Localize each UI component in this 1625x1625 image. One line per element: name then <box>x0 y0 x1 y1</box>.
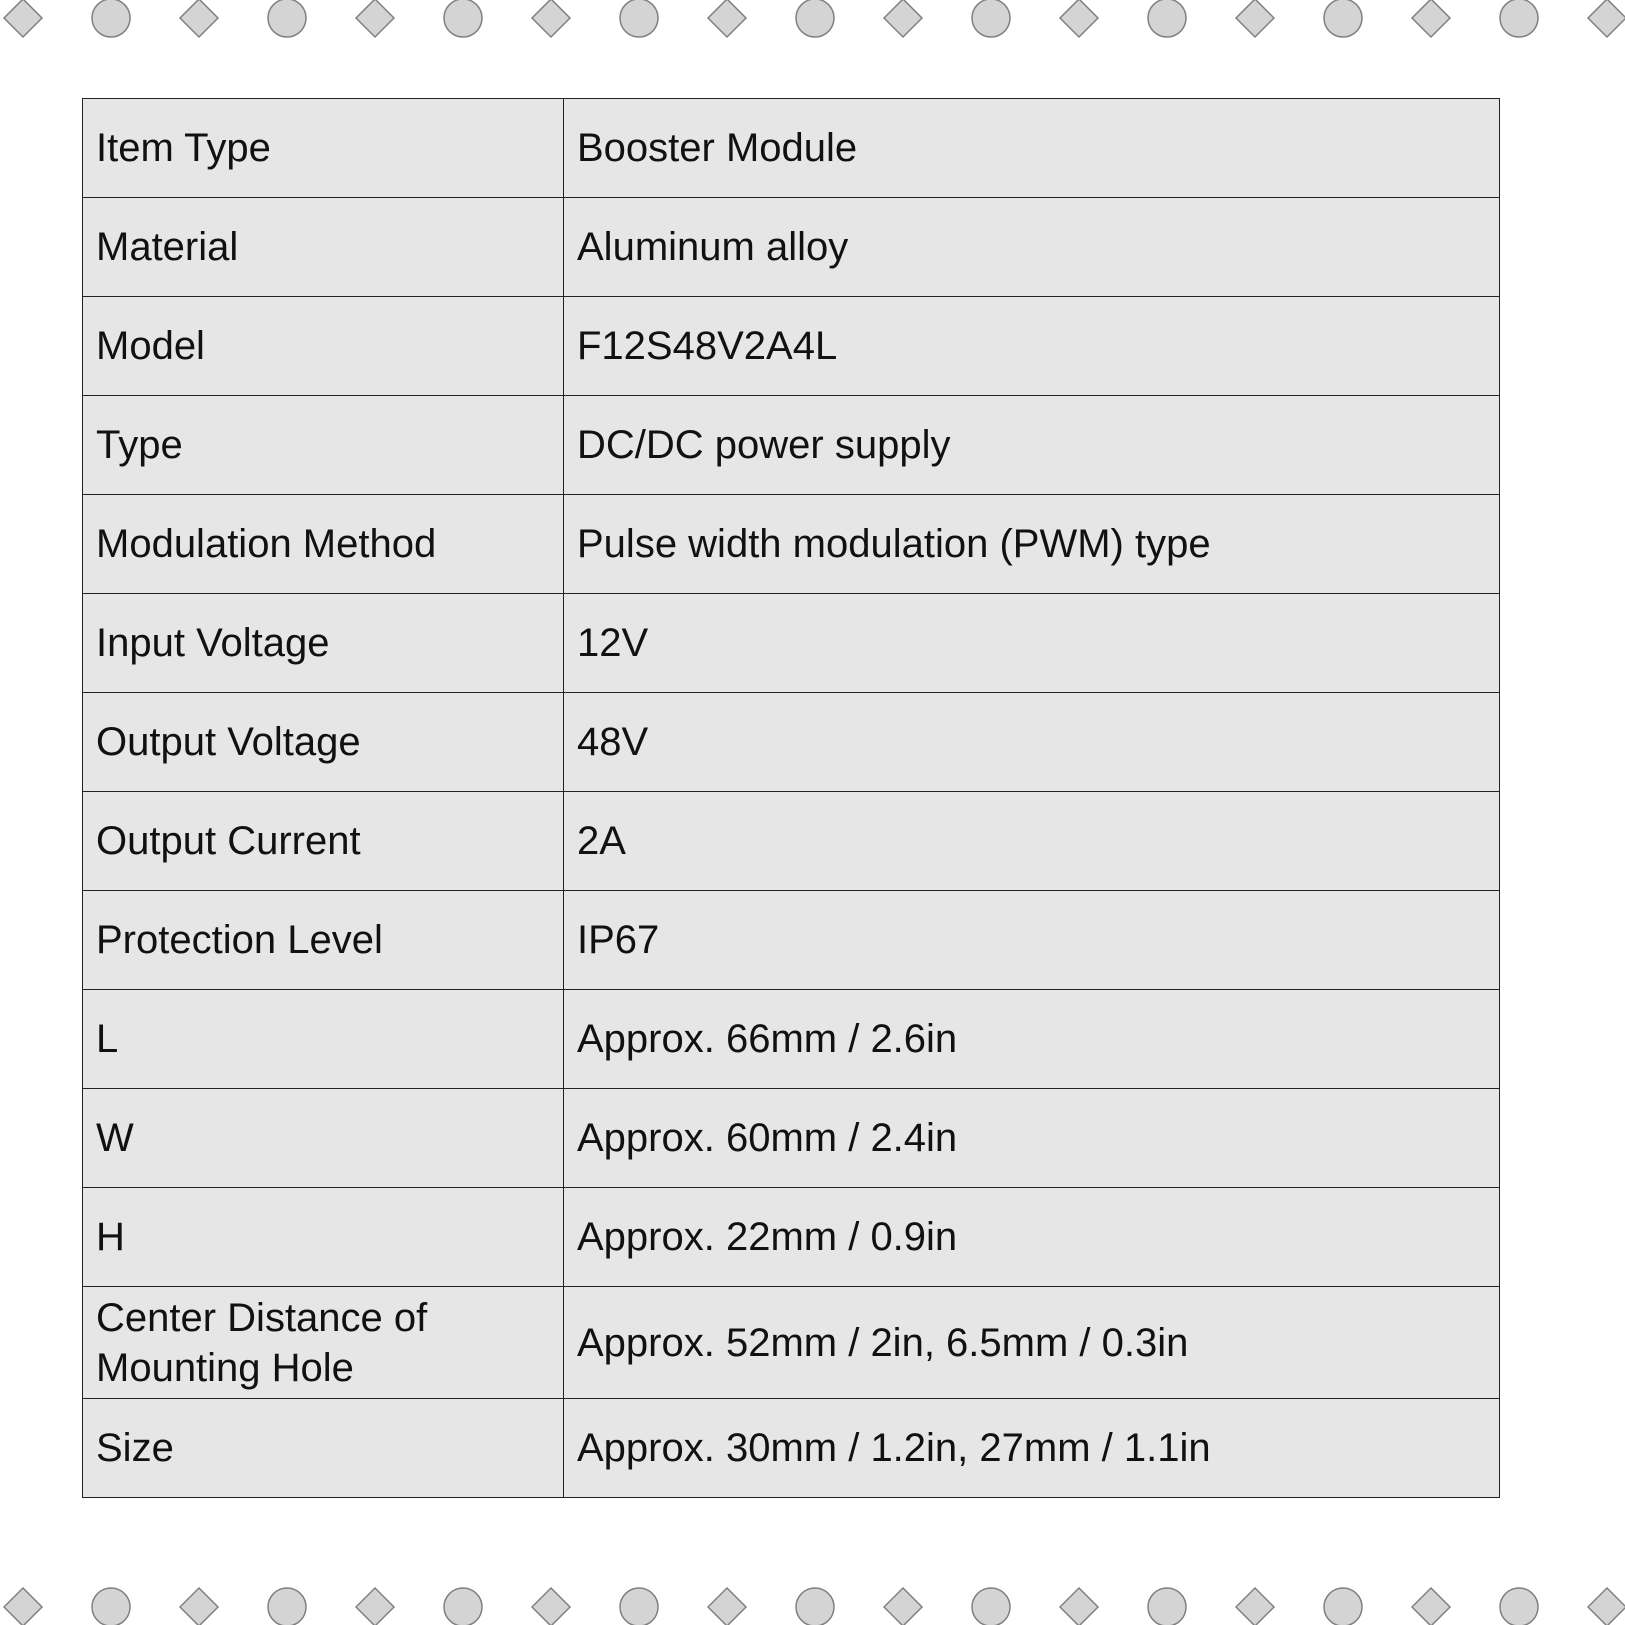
diamond-icon <box>708 0 746 37</box>
circle-icon <box>268 1588 306 1625</box>
diamond-icon <box>1412 0 1450 37</box>
table-row <box>83 495 1500 594</box>
spec-label: Material <box>83 198 564 297</box>
diamond-icon <box>1236 1588 1274 1625</box>
spec-label: Size <box>83 1399 564 1498</box>
spec-value: IP67 <box>564 891 1500 990</box>
spec-label: Output Voltage <box>83 693 564 792</box>
spec-label: Center Distance of Mounting Hole <box>83 1287 564 1399</box>
table-row <box>83 990 1500 1089</box>
circle-icon <box>1148 1588 1186 1625</box>
diamond-icon <box>532 0 570 37</box>
spec-value: Aluminum alloy <box>564 198 1500 297</box>
spec-value: 2A <box>564 792 1500 891</box>
circle-icon <box>972 1588 1010 1625</box>
table-row <box>83 792 1500 891</box>
circle-icon <box>1324 0 1362 37</box>
table-row <box>83 1188 1500 1287</box>
circle-icon <box>620 1588 658 1625</box>
diamond-icon <box>356 1588 394 1625</box>
spec-value: 48V <box>564 693 1500 792</box>
spec-label: Item Type <box>83 99 564 198</box>
table-row <box>83 396 1500 495</box>
circle-icon <box>1324 1588 1362 1625</box>
circle-icon <box>796 0 834 37</box>
diamond-icon <box>1588 1588 1625 1625</box>
spec-value: Approx. 22mm / 0.9in <box>564 1188 1500 1287</box>
diamond-icon <box>1060 0 1098 37</box>
circle-icon <box>268 0 306 37</box>
bottom-decorative-border <box>0 1585 1625 1625</box>
spec-label: Modulation Method <box>83 495 564 594</box>
diamond-icon <box>532 1588 570 1625</box>
spec-value: Approx. 30mm / 1.2in, 27mm / 1.1in <box>564 1399 1500 1498</box>
diamond-icon <box>356 0 394 37</box>
spec-label: Input Voltage <box>83 594 564 693</box>
circle-icon <box>620 0 658 37</box>
spec-value: Approx. 52mm / 2in, 6.5mm / 0.3in <box>564 1287 1500 1399</box>
circle-icon <box>796 1588 834 1625</box>
diamond-icon <box>1412 1588 1450 1625</box>
table-row <box>83 99 1500 198</box>
spec-value: Booster Module <box>564 99 1500 198</box>
table-row <box>83 693 1500 792</box>
diamond-icon <box>884 1588 922 1625</box>
diamond-icon <box>180 1588 218 1625</box>
spec-value: DC/DC power supply <box>564 396 1500 495</box>
spec-label: Protection Level <box>83 891 564 990</box>
spec-label: Model <box>83 297 564 396</box>
spec-label: H <box>83 1188 564 1287</box>
spec-value: Approx. 60mm / 2.4in <box>564 1089 1500 1188</box>
spec-label: W <box>83 1089 564 1188</box>
table-row <box>83 1399 1500 1498</box>
table-row <box>83 1089 1500 1188</box>
diamond-icon <box>4 1588 42 1625</box>
diamond-icon <box>884 0 922 37</box>
table-row <box>83 891 1500 990</box>
diamond-icon <box>1060 1588 1098 1625</box>
diamond-icon <box>1236 0 1274 37</box>
diamond-icon <box>1588 0 1625 37</box>
top-border-shapes <box>0 0 1625 40</box>
circle-icon <box>92 0 130 37</box>
circle-icon <box>444 0 482 37</box>
spec-label: L <box>83 990 564 1089</box>
specification-table <box>82 98 1500 1498</box>
circle-icon <box>92 1588 130 1625</box>
table-row <box>83 594 1500 693</box>
spec-value: F12S48V2A4L <box>564 297 1500 396</box>
spec-value: 12V <box>564 594 1500 693</box>
top-decorative-border <box>0 0 1625 40</box>
table-row <box>83 1287 1500 1399</box>
circle-icon <box>1500 1588 1538 1625</box>
diamond-icon <box>180 0 218 37</box>
spec-label: Output Current <box>83 792 564 891</box>
circle-icon <box>972 0 1010 37</box>
spec-value: Pulse width modulation (PWM) type <box>564 495 1500 594</box>
circle-icon <box>1148 0 1186 37</box>
bottom-border-shapes <box>0 1585 1625 1625</box>
diamond-icon <box>4 0 42 37</box>
diamond-icon <box>708 1588 746 1625</box>
table-row <box>83 198 1500 297</box>
table-row <box>83 297 1500 396</box>
spec-label: Type <box>83 396 564 495</box>
circle-icon <box>1500 0 1538 37</box>
spec-value: Approx. 66mm / 2.6in <box>564 990 1500 1089</box>
circle-icon <box>444 1588 482 1625</box>
